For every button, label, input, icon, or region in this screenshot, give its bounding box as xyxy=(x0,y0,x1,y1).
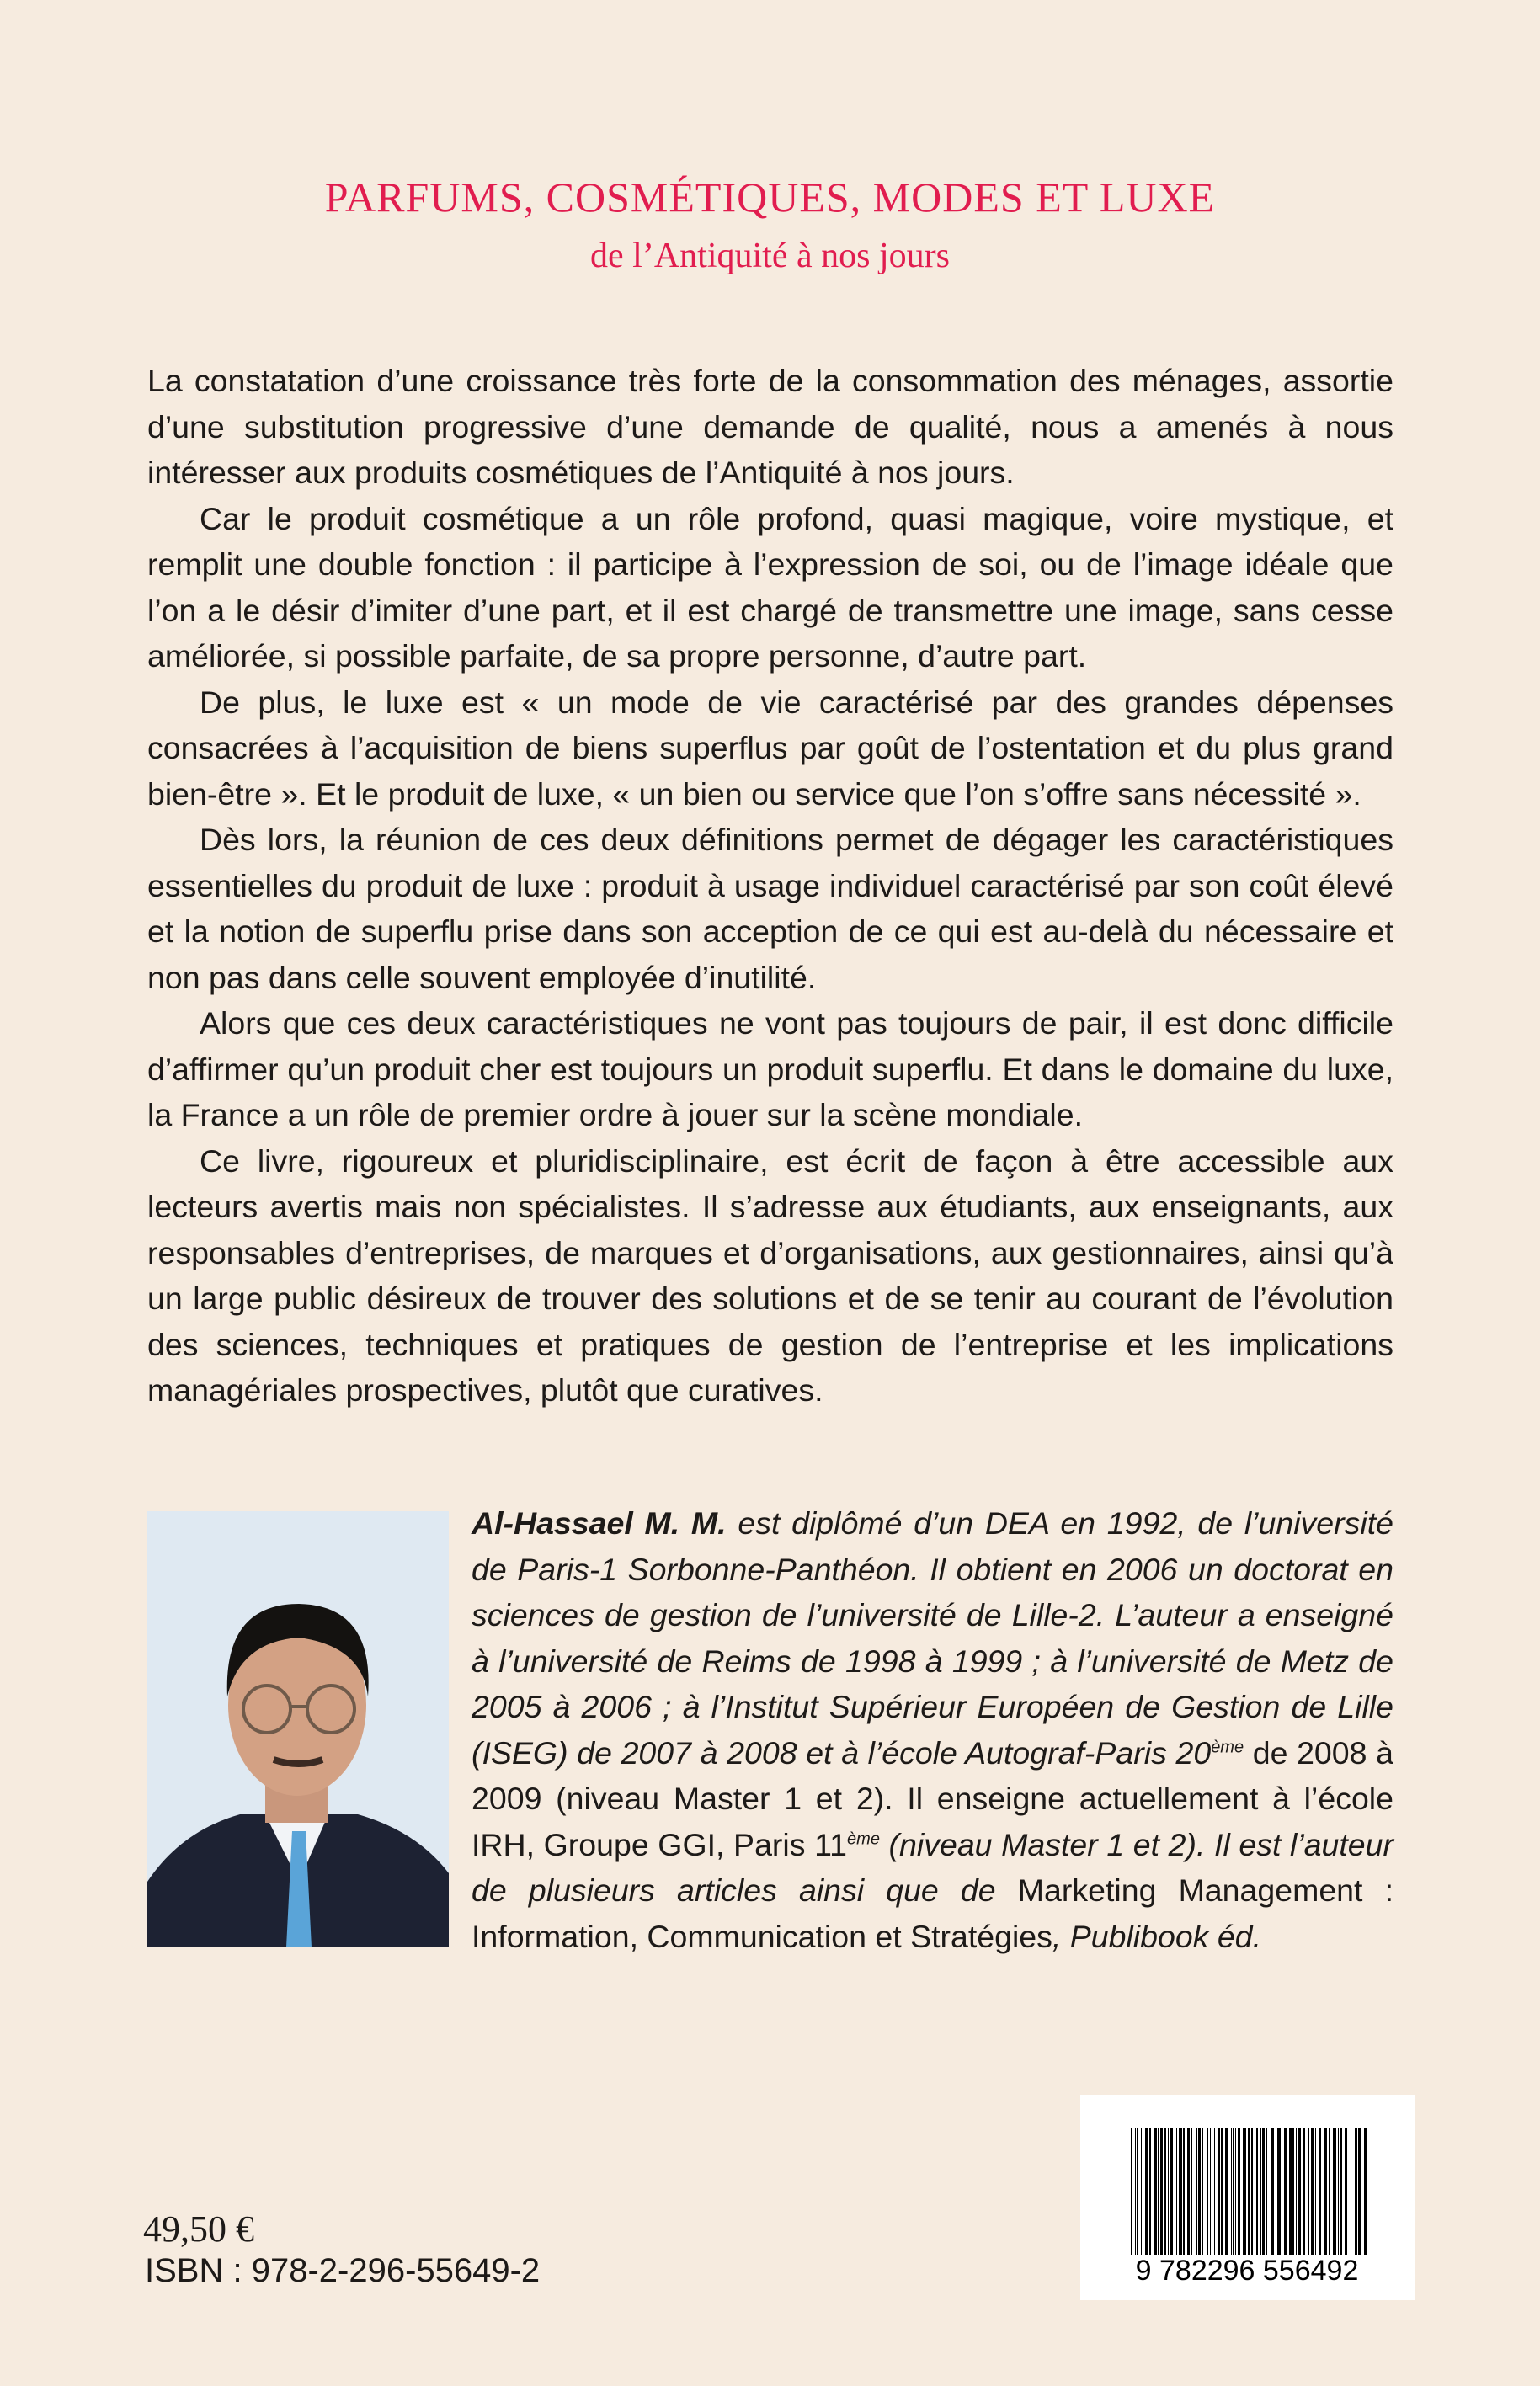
barcode-bar xyxy=(1364,2128,1367,2255)
paragraph: Dès lors, la réunion de ces deux définitions permet de dégager les caractéristiques essentielles du produit de luxe : produit à usage individuel caractérisé par son coût élevé et la notion de superflu prise dans son acception de ce qui est au-delà du nécessaire et non pas dans celle souvent employée d’inutilité. xyxy=(147,822,1393,995)
barcode-bar xyxy=(1284,2128,1287,2255)
book-reference: Marketing Management : Information, Communication et Stratégies xyxy=(472,1872,1393,1954)
barcode-bar xyxy=(1289,2128,1292,2255)
author-bio xyxy=(472,1500,1393,1959)
barcode-bar xyxy=(1214,2128,1215,2255)
barcode-bar xyxy=(1135,2128,1136,2255)
paragraph: La constatation d’une croissance très forte de la consommation des ménages, assortie d’une substitution progressive d’une demande de qualité, nous a amenés à nous intéresser aux produits cosmétiques de l’Antiquité à nos jours. xyxy=(147,363,1393,490)
barcode-bar xyxy=(1225,2128,1228,2255)
barcode-bar xyxy=(1149,2128,1151,2255)
barcode-bar xyxy=(1277,2128,1281,2255)
barcode-bar xyxy=(1303,2128,1305,2255)
barcode-bar xyxy=(1131,2128,1132,2255)
barcode-bar xyxy=(1358,2128,1361,2255)
barcode-box xyxy=(1080,2095,1415,2300)
barcode-bar xyxy=(1198,2128,1201,2255)
barcode-bar xyxy=(1271,2128,1274,2255)
barcode-bar xyxy=(1238,2128,1240,2255)
barcode xyxy=(1112,2128,1382,2284)
barcode-bar xyxy=(1202,2128,1203,2255)
barcode-bar xyxy=(1256,2128,1258,2255)
barcode-bar xyxy=(1262,2128,1265,2255)
barcode-bar xyxy=(1168,2128,1169,2255)
barcode-bar xyxy=(1260,2128,1261,2255)
bio-text: (niveau Master 1 et 2). Il est l’auteur de plusieurs articles ainsi que de xyxy=(472,1826,1394,1908)
barcode-bar xyxy=(1345,2128,1347,2255)
barcode-bar xyxy=(1221,2128,1223,2255)
barcode-bar xyxy=(1210,2128,1211,2255)
barcode-bar xyxy=(1248,2128,1250,2255)
barcode-bar xyxy=(1179,2128,1182,2255)
paragraph: De plus, le luxe est « un mode de vie caractérisé par des grandes dépenses consacrées à l’acquisition de biens superflus par goût de l’ostentation et du plus grand bien-être ». Et le produit de luxe, « un bien ou service que l’on s’offre sans nécessité ». xyxy=(147,684,1393,812)
barcode-bar xyxy=(1164,2128,1166,2255)
barcode-bar xyxy=(1183,2128,1185,2255)
isbn: ISBN : 978-2-296-55649-2 xyxy=(145,2252,541,2289)
paragraph: Alors que ces deux caractéristiques ne vont pas toujours de pair, il est donc difficile d’affirmer qu’un produit cher est toujours un produit superflu. Et dans le domaine du luxe, la France a un rôle de premier ordre à jouer sur la scène mondiale. xyxy=(147,1005,1393,1132)
superscript: ème xyxy=(1211,1738,1244,1756)
barcode-bar xyxy=(1292,2128,1294,2255)
bio-text: est diplômé d’un DEA en 1992, de l’université de Paris-1 Sorbonne-Panthéon. Il obtient en 2006 un doctorat en sciences de gestion de l’université de Lille-2. L’auteur a enseigné à l’université de Reims de 1998 à 1999 ; à l’université de Metz de 2005 à 2006 ; à l’Institut Supérieur Européen de Gestion de Lille (ISEG) de 2007 à 2008 et à l’école Autograf-Paris 20 xyxy=(472,1505,1393,1771)
barcode-bar xyxy=(1338,2128,1339,2255)
barcode-bar xyxy=(1191,2128,1192,2255)
barcode-bar xyxy=(1233,2128,1234,2255)
paragraph: Ce livre, rigoureux et pluridisciplinaire, est écrit de façon à être accessible aux lecteurs avertis mais non spécialistes. Il s’adresse aux étudiants, aux enseignants, aux responsables d’entreprises, de marques et d’organisations, aux gestionnaires, ainsi qu’à un large public désireux de trouver des solutions et de se tenir au courant de l’évolution des sciences, techniques et pratiques de gestion de l’entreprise et les implications managériales prospectives, plutôt que curatives. xyxy=(147,1142,1393,1408)
barcode-bar xyxy=(1154,2128,1157,2255)
barcode-bar xyxy=(1308,2128,1309,2255)
barcode-bar xyxy=(1355,2128,1356,2255)
barcode-bar xyxy=(1356,2128,1357,2255)
paragraph: Car le produit cosmétique a un rôle profond, quasi magique, voire mystique, et remplit une double fonction : il participe à l’expression de soi, ou de l’image idéale que l’on a le désir d’imiter d’une part, et il est chargé de transmettre une image, sans cesse améliorée, si possible parfaite, de sa propre personne, d’autre part. xyxy=(147,500,1393,674)
barcode-bar xyxy=(1333,2128,1336,2255)
book-subtitle: de l’Antiquité à nos jours xyxy=(590,237,950,275)
barcode-bar xyxy=(1340,2128,1342,2255)
barcode-bar xyxy=(1170,2128,1173,2255)
barcode-bar xyxy=(1243,2128,1246,2255)
barcode-bar xyxy=(1160,2128,1163,2255)
superscript: ème xyxy=(847,1829,880,1848)
barcode-bar xyxy=(1296,2128,1297,2255)
barcode-bar xyxy=(1329,2128,1330,2255)
author-photo xyxy=(147,1511,449,1947)
barcode-bar xyxy=(1251,2128,1253,2255)
author-name: Al-Hassael M. M. xyxy=(472,1505,727,1541)
barcode-bar xyxy=(1176,2128,1177,2255)
barcode-bar xyxy=(1315,2128,1316,2255)
barcode-bar xyxy=(1266,2128,1267,2255)
price: 49,50 € xyxy=(143,2208,254,2250)
barcode-bar xyxy=(1324,2128,1327,2255)
blurb xyxy=(147,358,1393,1414)
barcode-bar xyxy=(1187,2128,1190,2255)
barcode-bar xyxy=(1196,2128,1197,2255)
barcode-bar xyxy=(1218,2128,1220,2255)
book-title: PARFUMS, COSMÉTIQUES, MODES ET LUXE xyxy=(324,173,1216,221)
barcode-bar xyxy=(1145,2128,1148,2255)
barcode-bar xyxy=(1311,2128,1314,2255)
barcode-bar xyxy=(1298,2128,1301,2255)
bio-text: , Publibook éd. xyxy=(1052,1918,1261,1954)
barcode-bar xyxy=(1137,2128,1138,2255)
barcode-bar xyxy=(1231,2128,1232,2255)
barcode-bar xyxy=(1319,2128,1321,2255)
barcode-bar xyxy=(1158,2128,1159,2255)
barcode-bar xyxy=(1207,2128,1208,2255)
barcode-digits: 9 782296 556492 xyxy=(1135,2255,1359,2284)
barcode-bar xyxy=(1235,2128,1236,2255)
barcode-bar xyxy=(1141,2128,1142,2255)
bio-text: de 2008 à 2009 (niveau Master 1 et 2). Il enseigne actuellement à l’école IRH, Groupe GGI, Paris 11 xyxy=(472,1734,1393,1862)
